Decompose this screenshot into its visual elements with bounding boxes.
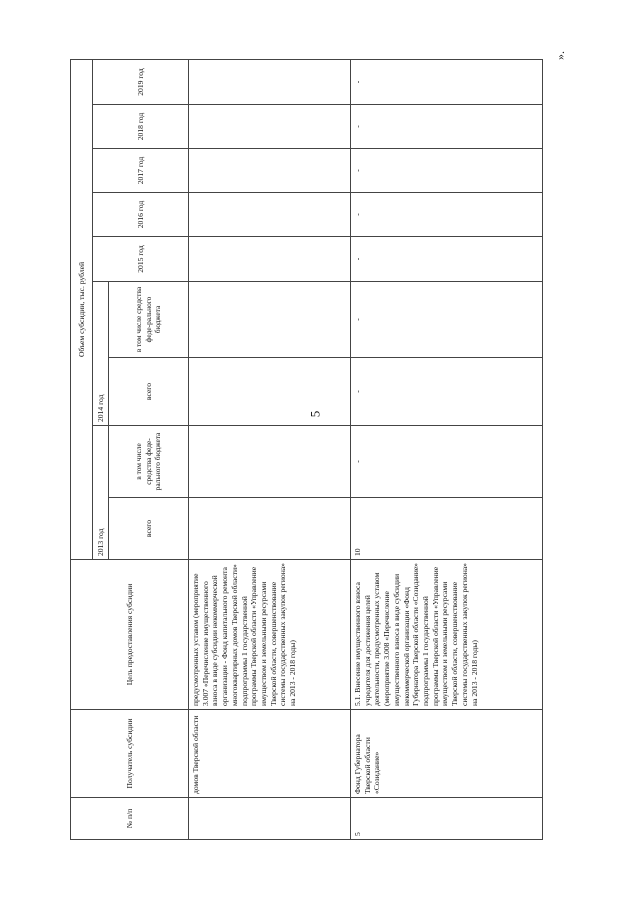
row-2014-total (189, 358, 351, 426)
header-2019: 2019 год (93, 60, 189, 105)
row-2013-total: 10 (351, 498, 543, 560)
header-2013: 2013 год (93, 426, 109, 560)
row-2018 (189, 105, 351, 149)
subsidy-table-container (70, 60, 570, 840)
header-2017: 2017 год (93, 149, 189, 193)
header-2014-total: всего (109, 358, 189, 426)
table-row (189, 60, 351, 840)
row-2013-federal (189, 426, 351, 498)
closing-quote-mark: ». (553, 51, 567, 60)
header-num: № п/п (71, 798, 189, 840)
row-2015 (189, 237, 351, 282)
row-num (189, 798, 351, 840)
row-2014-total: - (351, 358, 543, 426)
row-2019: - (351, 60, 543, 105)
page-number: 5 (307, 410, 323, 418)
row-purpose: 5.1. Внесение имущественного взноса учредителя для достижения целей деятельности, предусмотренных уставом (мероприятие 3.008 «Перечисление имущественного взноса в виде субсидии некоммерческой организации «Фонд Губернатора Тверской области «Созидание» подпрограммы 1 государственной программы Тверской области «Управление имуществом и земельными ресурсами Тверской области, совершенствование системы государственных закупок региона» на 2013 - 2018 годы) (351, 560, 543, 710)
subsidy-table (70, 59, 543, 840)
header-purpose: Цель предоставления субсидии (71, 560, 189, 710)
row-recipient: домов Тверской области (189, 710, 351, 798)
header-2015: 2015 год (93, 237, 189, 282)
header-2014-federal: в том числе средства феде-рального бюджета (109, 282, 189, 358)
row-2019 (189, 60, 351, 105)
row-2017 (189, 149, 351, 193)
header-2014: 2014 год (93, 282, 109, 426)
row-2014-federal (189, 282, 351, 358)
row-2015: - (351, 237, 543, 282)
header-2018: 2018 год (93, 105, 189, 149)
row-2018: - (351, 105, 543, 149)
table-row (351, 60, 543, 840)
row-2016: - (351, 193, 543, 237)
row-2016 (189, 193, 351, 237)
header-2013-total: всего (109, 498, 189, 560)
header-2016: 2016 год (93, 193, 189, 237)
row-2014-federal: - (351, 282, 543, 358)
header-recipient: Получатель субсидии (71, 710, 189, 798)
header-volume: Объем субсидии, тыс. рублей (71, 60, 93, 560)
row-2013-total (189, 498, 351, 560)
row-2017: - (351, 149, 543, 193)
header-2013-federal: в том числе средства феде-рального бюджета (109, 426, 189, 498)
row-purpose: предусмотренных уставом (мероприятие 3.007 «Перечисление имущественного взноса в виде субсидии некоммерческой организации - Фонд капитального ремонта многоквартирных домов Тверской области» подпрограммы 1 государственной программы Тверской области «Управление имуществом и земельными ресурсами Тверской области, совершенствование системы государственных закупок региона» на 2013 - 2018 годы) (189, 560, 351, 710)
row-recipient: Фонд Губернатора Тверской области «Созидание» (351, 710, 543, 798)
row-2013-federal: - (351, 426, 543, 498)
row-num: 5 (351, 798, 543, 840)
